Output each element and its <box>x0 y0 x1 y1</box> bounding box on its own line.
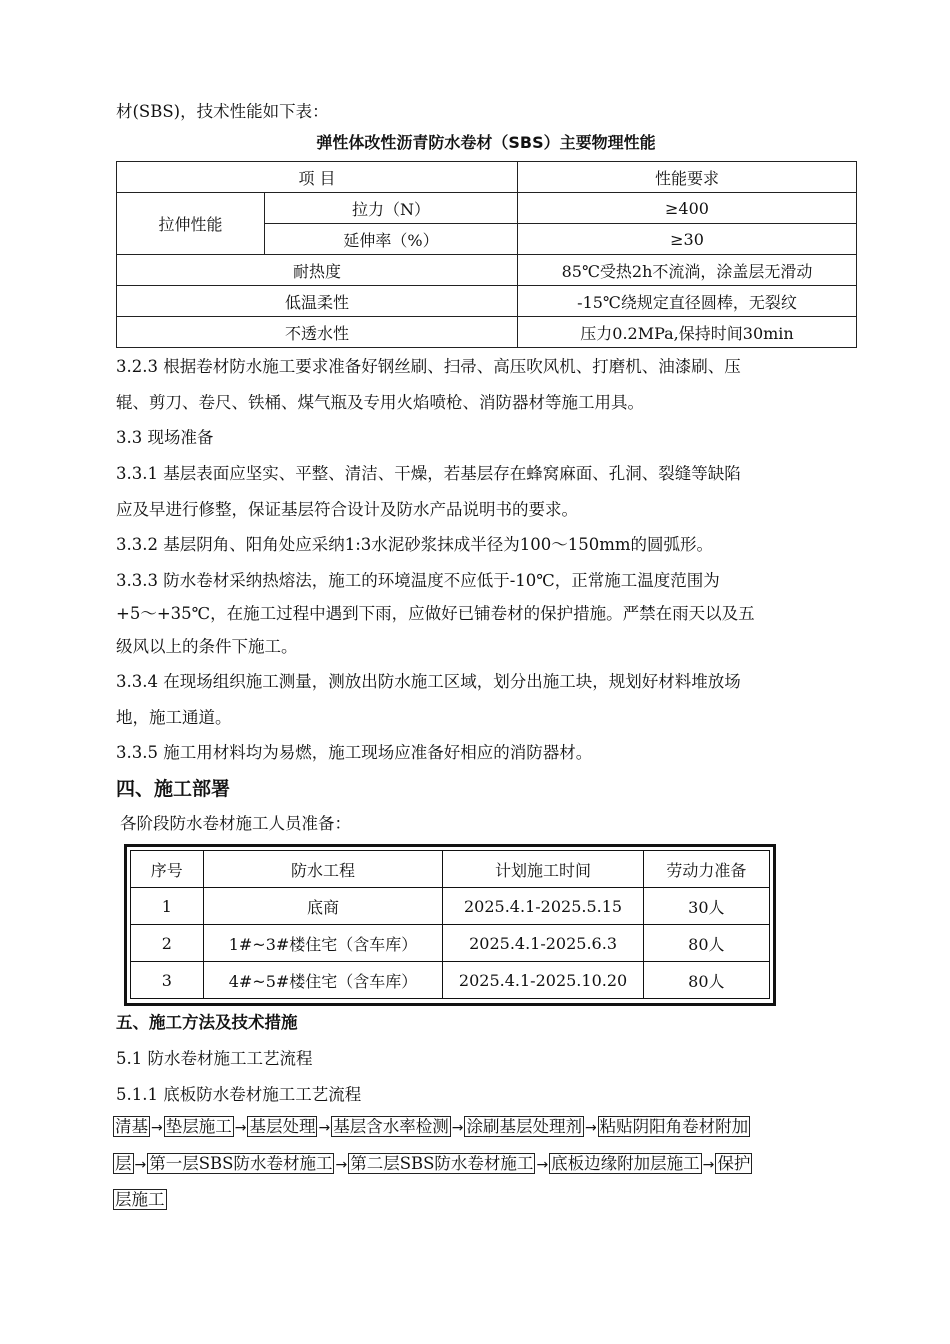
physical-properties-table <box>116 161 857 348</box>
paragraph: 3.3.1 基层表面应坚实、平整、清洁、干燥，若基层存在蜂窝麻面、孔洞、裂缝等缺陷 <box>116 464 741 483</box>
table1-caption: 弹性体改性沥青防水卷材（SBS）主要物理性能 <box>316 133 656 152</box>
table-cell: 85℃受热2h不流淌，涂盖层无滑动 <box>518 255 857 286</box>
paragraph: 各阶段防水卷材施工人员准备： <box>120 814 351 833</box>
paragraph: 3.3.2 基层阴角、阳角处应采纳1:3水泥砂浆抹成半径为100～150mm的圆弧形。 <box>116 535 714 554</box>
table-row <box>131 888 770 925</box>
arrow-right-icon: → <box>134 1157 147 1173</box>
table-cell: -15℃绕规定直径圆棒，无裂纹 <box>518 286 857 317</box>
table-cell: ≥400 <box>518 193 857 224</box>
table-cell: 底商 <box>203 888 443 925</box>
paragraph: 3.3.3 防水卷材采纳热熔法，施工的环境温度不应低于-10℃，正常施工温度范围为 <box>116 571 720 590</box>
table-row <box>117 255 857 286</box>
table-row <box>117 286 857 317</box>
arrow-right-icon: → <box>536 1157 549 1173</box>
table-row <box>117 317 857 348</box>
table-cell: ≥30 <box>518 224 857 255</box>
flow-step: 底板边缘附加层施工 <box>551 1154 700 1173</box>
paragraph: 3.3.5 施工用材料均为易燃，施工现场应准备好相应的消防器材。 <box>116 743 593 762</box>
table-cell: 2 <box>131 925 204 962</box>
paragraph: 地，施工通道。 <box>116 708 232 727</box>
flow-step: 第二层SBS防水卷材施工 <box>350 1154 534 1173</box>
flow-step: 基层处理 <box>249 1117 316 1136</box>
flow-step: 层施工 <box>115 1190 165 1209</box>
table-header-cell: 序号 <box>131 851 204 888</box>
table-cell: 1 <box>131 888 204 925</box>
table-cell: 低温柔性 <box>117 286 518 317</box>
paragraph: 3.3 现场准备 <box>116 428 214 447</box>
arrow-right-icon: → <box>702 1157 715 1173</box>
table-cell: 2025.4.1-2025.6.3 <box>443 925 643 962</box>
flow-step: 垫层施工 <box>165 1117 232 1136</box>
staffing-table <box>130 850 770 999</box>
paragraph: 应及早进行修整，保证基层符合设计及防水产品说明书的要求。 <box>116 500 578 519</box>
table-cell: 3 <box>131 962 204 999</box>
flow-step: 粘贴阴阳角卷材附加 <box>599 1117 749 1136</box>
table-cell: 2025.4.1-2025.5.15 <box>443 888 643 925</box>
table-row <box>117 162 857 193</box>
table-cell: 压力0.2MPa,保持时间30min <box>518 317 857 348</box>
table-header-cell: 计划施工时间 <box>443 851 643 888</box>
paragraph: 5.1 防水卷材施工工艺流程 <box>116 1049 313 1068</box>
intro-line: 材(SBS)，技术性能如下表： <box>116 102 329 121</box>
table-cell: 耐热度 <box>117 255 518 286</box>
table-header-cell: 防水工程 <box>203 851 443 888</box>
section-heading: 五、施工方法及技术措施 <box>116 1013 298 1032</box>
paragraph: 3.2.3 根据卷材防水施工要求准备好钢丝刷、扫帚、高压吹风机、打磨机、油漆刷、压 <box>116 357 741 376</box>
table-row <box>131 925 770 962</box>
table-header-cell: 劳动力准备 <box>643 851 769 888</box>
flow-line-1 <box>113 1109 863 1146</box>
staffing-table-frame <box>124 844 776 1006</box>
table-header-cell: 项 目 <box>117 162 518 193</box>
arrow-right-icon: → <box>451 1120 464 1136</box>
arrow-right-icon: → <box>584 1120 597 1136</box>
flow-line-3 <box>113 1182 863 1218</box>
arrow-right-icon: → <box>318 1120 331 1136</box>
flow-step: 基层含水率检测 <box>333 1117 449 1136</box>
table-cell: 80人 <box>643 962 769 999</box>
flow-line-2 <box>113 1146 863 1183</box>
paragraph: 5.1.1 底板防水卷材施工工艺流程 <box>116 1085 362 1104</box>
table-row <box>131 962 770 999</box>
table-cell: 不透水性 <box>117 317 518 348</box>
flow-step: 层 <box>115 1154 132 1173</box>
flow-step: 保护 <box>717 1154 751 1173</box>
arrow-right-icon: → <box>234 1120 247 1136</box>
table-cell: 2025.4.1-2025.10.20 <box>443 962 643 999</box>
table-cell: 4#~5#楼住宅（含车库） <box>203 962 443 999</box>
table-row <box>131 851 770 888</box>
flow-step: 第一层SBS防水卷材施工 <box>149 1154 333 1173</box>
arrow-right-icon: → <box>151 1120 163 1136</box>
flow-step: 清基 <box>115 1117 148 1136</box>
paragraph: +5～+35℃，在施工过程中遇到下雨，应做好已铺卷材的保护措施。严禁在雨天以及五 <box>116 604 755 623</box>
table-cell: 30人 <box>643 888 769 925</box>
table-cell: 1#~3#楼住宅（含车库） <box>203 925 443 962</box>
table-cell: 拉力（N） <box>265 193 518 224</box>
section-heading: 四、施工部署 <box>116 778 231 800</box>
table-cell: 80人 <box>643 925 769 962</box>
paragraph: 3.3.4 在现场组织施工测量，测放出防水施工区域，划分出施工块，规划好材料堆放场 <box>116 672 741 691</box>
table-row <box>117 193 857 224</box>
paragraph: 辊、剪刀、卷尺、铁桶、煤气瓶及专用火焰喷枪、消防器材等施工用具。 <box>116 393 644 412</box>
table-group-cell: 拉伸性能 <box>117 193 265 255</box>
table-header-cell: 性能要求 <box>518 162 857 193</box>
table-cell: 延伸率（%） <box>265 224 518 255</box>
flow-step: 涂刷基层处理剂 <box>466 1117 582 1136</box>
arrow-right-icon: → <box>335 1157 348 1173</box>
paragraph: 级风以上的条件下施工。 <box>116 637 298 656</box>
